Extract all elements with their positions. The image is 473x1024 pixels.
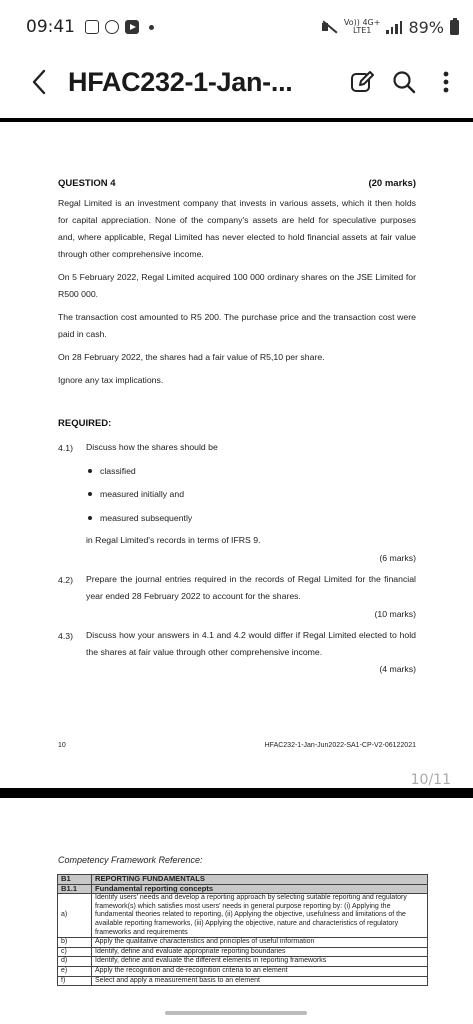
table-row: c) Identify, define and evaluate appropriate reporting boundaries: [58, 947, 428, 957]
table-row: e) Apply the recognition and de-recognition criteria to an element: [58, 966, 428, 976]
competency-reference-title: Competency Framework Reference:: [58, 855, 203, 865]
page-separator: [0, 788, 473, 798]
item-text: in Regal Limited's records in terms of IFRS 9.: [86, 535, 261, 545]
network-label: Vo)) 4G+ LTE1: [343, 18, 381, 35]
search-icon[interactable]: [391, 69, 417, 95]
youtube-notification-icon: [125, 20, 139, 34]
table-row: d) Identify, define and evaluate the different elements in reporting frameworks: [58, 957, 428, 967]
question-title: QUESTION 4: [58, 178, 116, 189]
item-text: Discuss how your answers in 4.1 and 4.2 would differ if Regal Limited elected to hold the shares at fair value through other comprehensive income.: [86, 630, 416, 657]
item-marks: (4 marks): [379, 664, 416, 674]
back-arrow-icon[interactable]: [28, 67, 50, 97]
instagram-notification-icon: [105, 20, 119, 34]
document-page-10[interactable]: [0, 122, 473, 790]
bullet-item: measured subsequently: [88, 513, 192, 523]
more-notifications-icon: [149, 25, 154, 30]
page-footer-number: 10: [58, 742, 66, 749]
battery-percent: 89%: [408, 17, 444, 37]
required-title: REQUIRED:: [58, 418, 112, 429]
system-icons: [320, 18, 459, 37]
paragraph: Regal Limited is an investment company that invests in various assets, which it then holds for capital appreciation. None of the company's assets are held for speculative purposes and, where applicable, Regal Limited has never elected to hold financial assets at fair value through other comprehensive income.: [58, 198, 416, 259]
question-marks: (20 marks): [368, 178, 416, 189]
home-indicator[interactable]: [165, 1011, 307, 1015]
page-indicator: 10/11: [410, 772, 451, 788]
paragraph: On 5 February 2022, Regal Limited acquired 100 000 ordinary shares on the JSE Limited for R500 000.: [58, 272, 416, 299]
paragraph: Ignore any tax implications.: [58, 375, 164, 385]
status-bar: [0, 0, 473, 54]
status-time: 09:41: [26, 17, 75, 37]
table-row: b) Apply the qualitative characteristics and principles of useful information: [58, 938, 428, 948]
battery-icon: [450, 20, 459, 35]
competency-table: [57, 874, 428, 986]
edit-icon[interactable]: [349, 69, 375, 95]
item-number: 4.2): [58, 575, 73, 585]
notification-icons: [85, 20, 154, 34]
mute-icon: [320, 19, 338, 35]
gallery-notification-icon: [85, 20, 99, 34]
table-row: B1.1 Fundamental reporting concepts: [58, 884, 428, 894]
item-marks: (6 marks): [379, 553, 416, 563]
document-title: HFAC232-1-Jan-...: [68, 66, 293, 97]
signal-icon: [386, 20, 402, 34]
item-text: Prepare the journal entries required in the records of Regal Limited for the financial year ended 28 February 2022 to account for the shares.: [86, 574, 416, 601]
page-footer-code: HFAC232-1-Jan-Jun2022-SA1-CP-V2-06122021: [264, 742, 416, 749]
item-marks: (10 marks): [374, 609, 416, 619]
item-number: 4.3): [58, 631, 73, 641]
bullet-item: classified: [88, 466, 136, 476]
item-text: Discuss how the shares should be: [86, 442, 218, 452]
paragraph: On 28 February 2022, the shares had a fair value of R5,10 per share.: [58, 352, 325, 362]
table-row: B1 REPORTING FUNDAMENTALS: [58, 875, 428, 885]
table-row: a) Identify users' needs and develop a reporting approach by selecting suitable reporting and regulatory framework(s) which satisfies most users' needs in general purpose reporting by: (i) Applying the fundamental theories related to reporting, (ii) Applying the objective, usefulness and limitations of the available reporting frameworks, (iii) Applying the objective, nature and characteristics of regulatory frameworks and requirements: [58, 894, 428, 938]
table-row: f) Select and apply a measurement basis to an element: [58, 976, 428, 986]
paragraph: The transaction cost amounted to R5 200. The purchase price and the transaction cost were paid in cash.: [58, 312, 416, 339]
bullet-item: measured initially and: [88, 489, 184, 499]
item-number: 4.1): [58, 443, 73, 453]
app-bar: [0, 54, 473, 110]
question-header: [58, 178, 416, 189]
more-options-icon[interactable]: [433, 69, 459, 95]
